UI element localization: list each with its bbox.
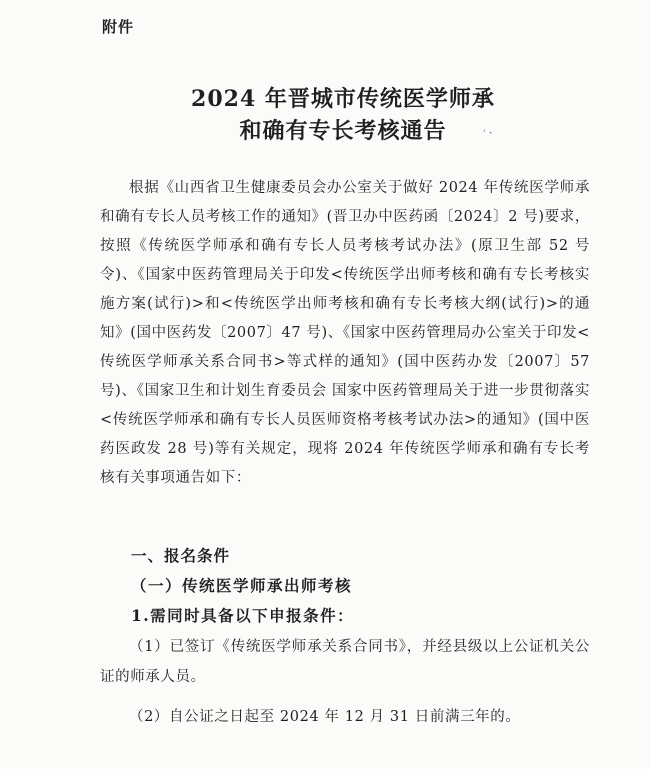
condition-1: （1）已签订《传统医学师承关系合同书》，并经县级以上公证机关公证的师承人员。 bbox=[100, 639, 590, 685]
section-heading-1: 一、报名条件 bbox=[131, 547, 231, 565]
scan-mark: ' ･ bbox=[483, 129, 493, 139]
document-title-line-1: 2024 年晋城市传统医学师承 bbox=[191, 86, 495, 112]
subsection-heading-1: （一）传统医学师承出师考核 bbox=[131, 576, 353, 595]
document-title-line-2: 和确有专长考核通告 bbox=[239, 118, 447, 144]
item-heading-1: 1.需同时具备以下申报条件： bbox=[131, 606, 355, 625]
condition-2: （2）自公证之日起至 2024 年 12 月 31 日前满三年的。 bbox=[129, 709, 521, 725]
intro-paragraph: 根据《山西省卫生健康委员会办公室关于做好 2024 年传统医学师承和确有专长人员考核工作的通知》(晋卫办中医药函〔2024〕2 号)要求，按照《传统医学师承和确有专长人员考核考试办法》(原卫生部 52 号令)、《国家中医药管理局关于印发<传统医学出师考核和确有专长考核实施方案(试行)>和<传统医学出师考核和确有专长考核大纲(试行)>的通知》(国中医药发〔2007〕47 号)、《国家中医药管理局办公室关于印发<传统医学师承关系合同书>等式样的通知》(国中医药办发〔2007〕57 号)、《国家卫生和计划生育委员会 国家中医药管理局关于进一步贯彻落实<传统医学师承和确有专长人员医师资格考核考试办法>的通知》(国中医药医政发 28 号)等有关规定，现将 2024 年传统医学师承和确有专长考核有关事项通告如下： bbox=[100, 180, 590, 486]
attachment-label: 附件 bbox=[102, 18, 135, 36]
